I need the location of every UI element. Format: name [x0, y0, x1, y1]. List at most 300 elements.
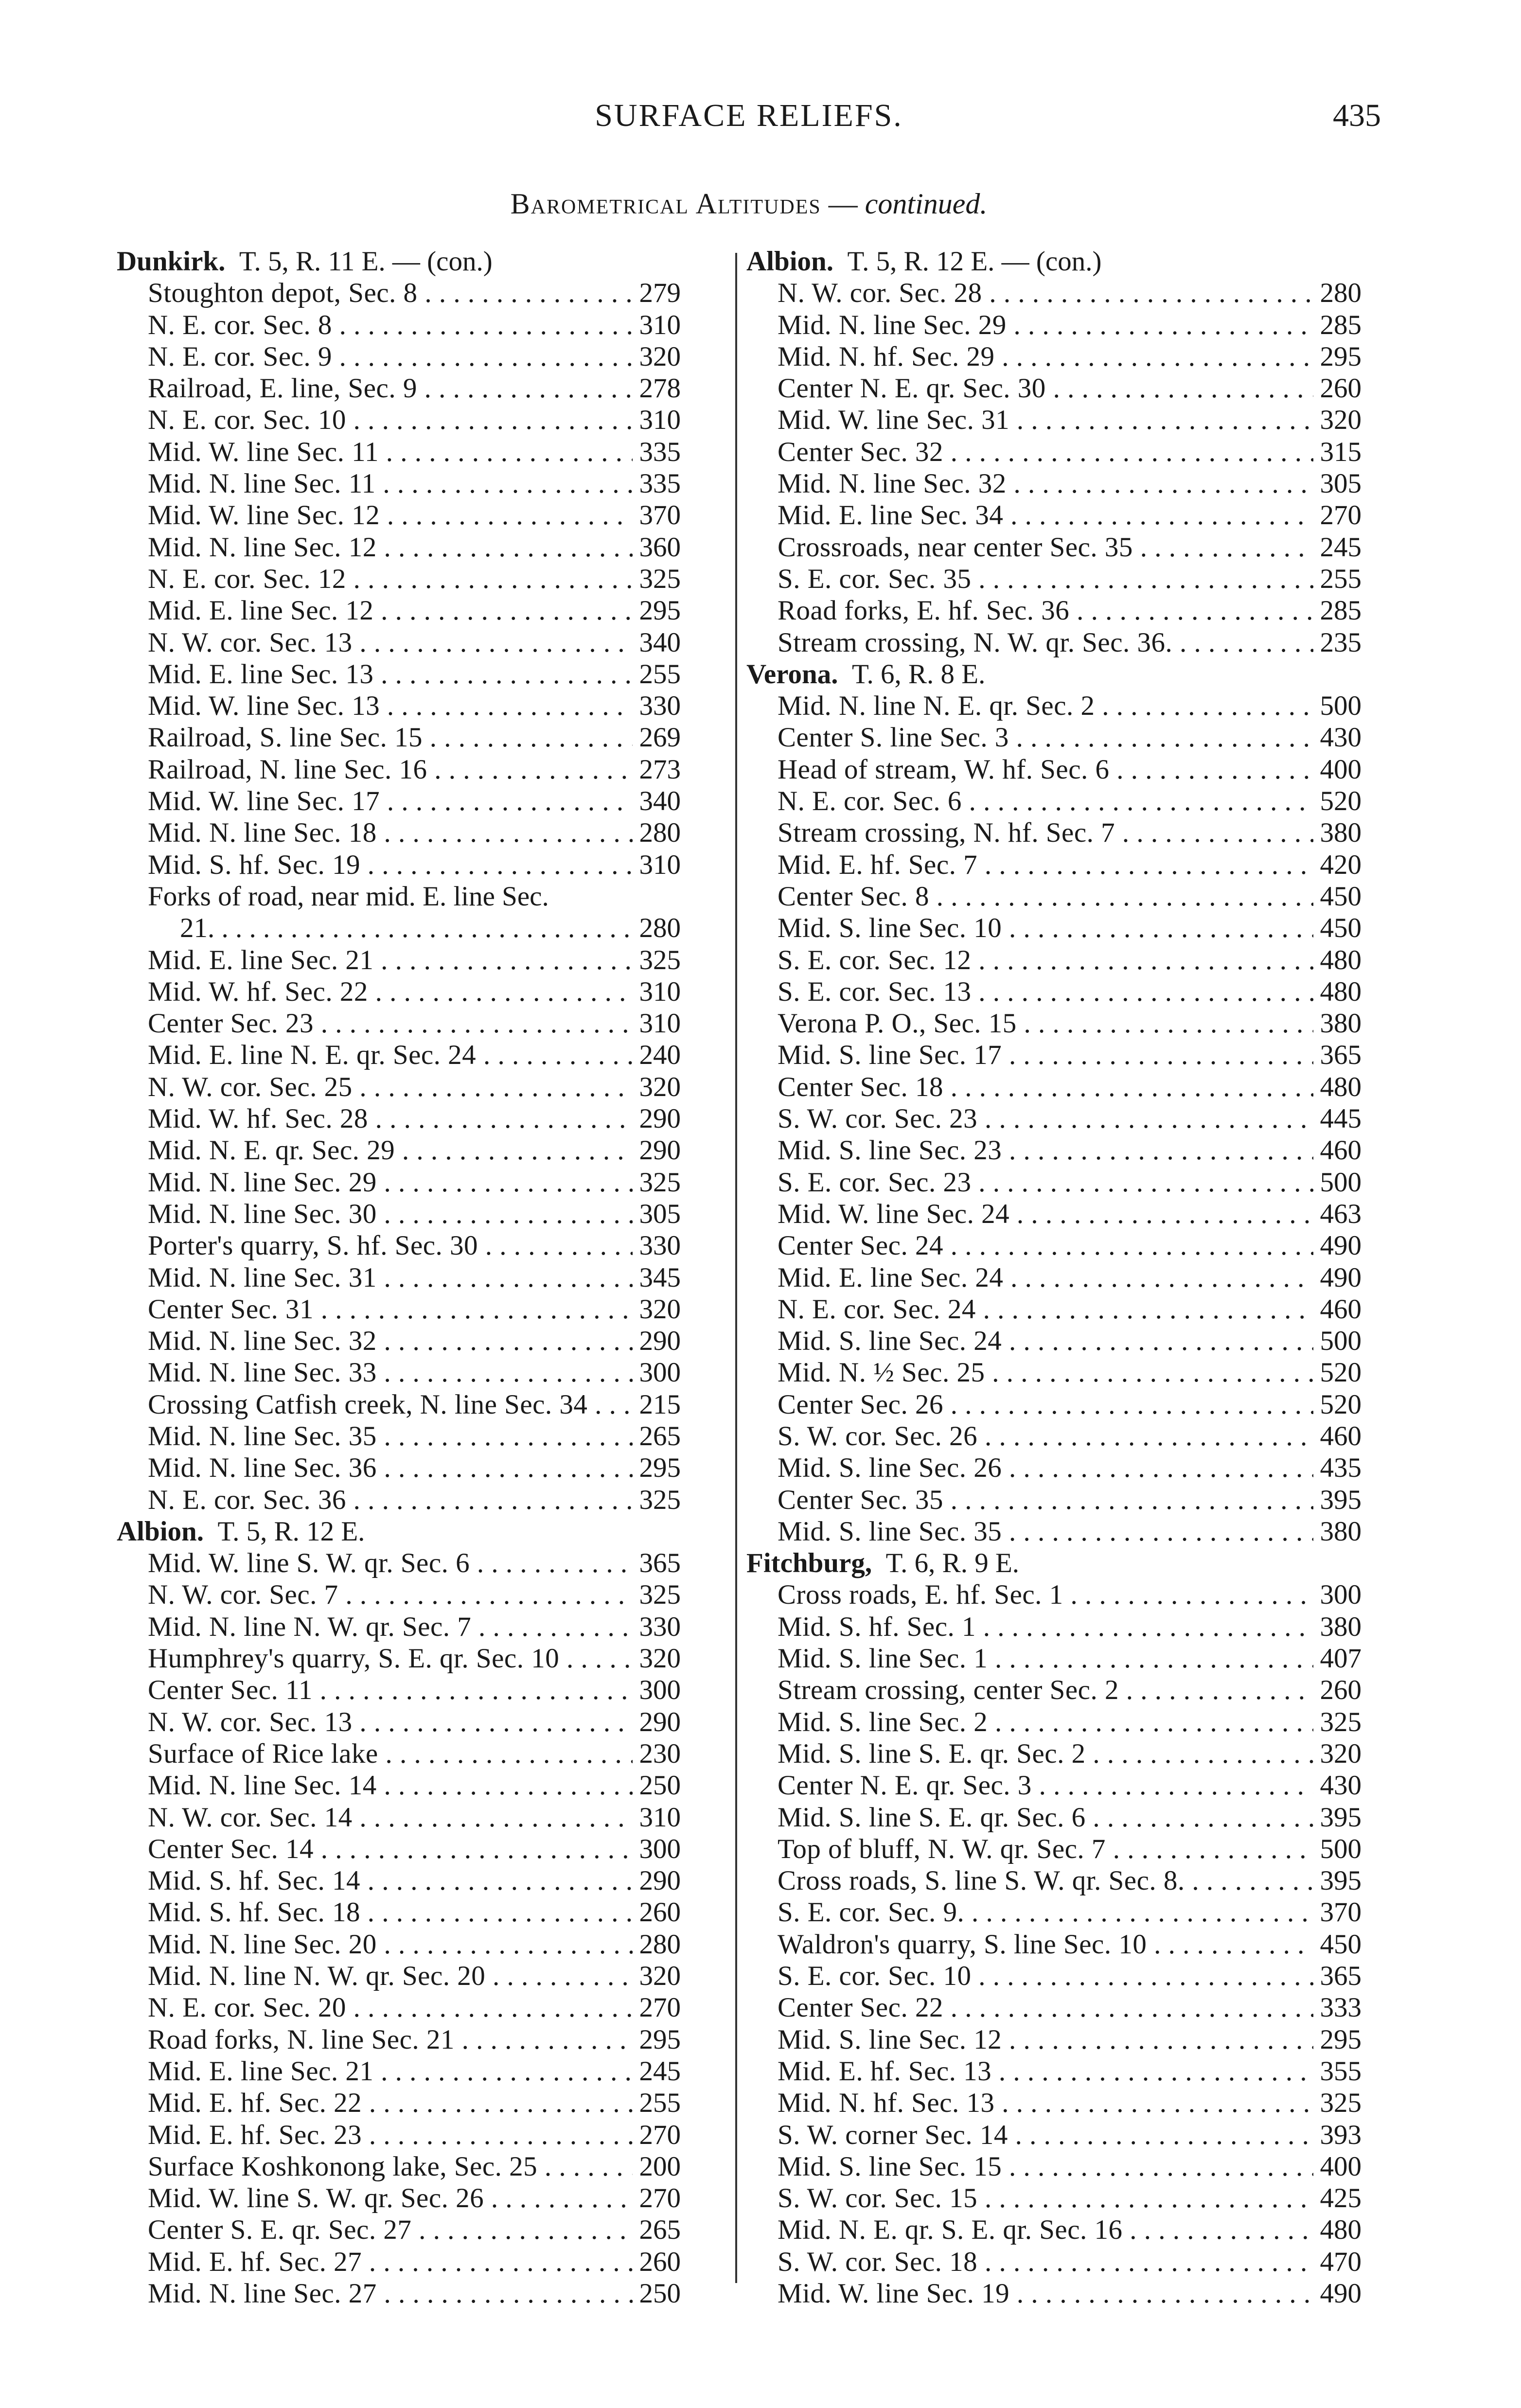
altitude-value: 325: [1320, 1706, 1362, 1737]
altitude-value: 250: [639, 1770, 681, 1801]
altitude-value: 315: [1320, 436, 1362, 467]
location-description: Mid. N. line Sec. 12 . . .: [148, 531, 633, 563]
altitude-value: 450: [1320, 881, 1362, 912]
altitude-entry: [746, 1960, 1362, 1992]
running-title: SURFACE RELIEFS.: [595, 98, 903, 133]
location-description: Center Sec. 31 . . .: [148, 1293, 633, 1325]
right-column: [746, 246, 1362, 2309]
altitude-value: 460: [1320, 1420, 1362, 1452]
altitude-value: 300: [639, 1357, 681, 1388]
altitude-entry: [746, 309, 1362, 341]
altitude-value: 265: [639, 2214, 681, 2246]
altitude-entry: [746, 1389, 1362, 1420]
altitude-entry: [746, 1770, 1362, 1801]
altitude-value: 333: [1320, 1992, 1362, 2023]
altitude-entry: [117, 2246, 681, 2278]
altitude-entry: [746, 1325, 1362, 1357]
location-description: Mid. S. line Sec. 10 . . .: [778, 912, 1313, 944]
altitude-value: 335: [639, 436, 681, 467]
location-description: Mid. N. line Sec. 32 . . .: [778, 468, 1313, 499]
altitude-entry: [117, 2182, 681, 2214]
location-description: Mid. E. line Sec. 12 . . .: [148, 595, 633, 626]
altitude-value: 260: [1320, 1675, 1362, 1706]
altitude-value: 325: [639, 944, 681, 975]
location-description: Mid. N. line N. W. qr. Sec. 20 . . .: [148, 1960, 633, 1992]
location-description: N. E. cor. Sec. 9 . . .: [148, 341, 633, 372]
township-range: T. 6, R. 9 E.: [885, 1548, 1020, 1579]
location-description: Mid. N. line Sec. 18 . . .: [148, 817, 633, 849]
location-description: Mid. N. line N. E. qr. Sec. 2 . . .: [778, 690, 1313, 722]
altitude-entry: [746, 1802, 1362, 1833]
altitude-value: 425: [1320, 2183, 1362, 2214]
location-description: Mid. S. line S. E. qr. Sec. 6 . . .: [778, 1802, 1313, 1833]
altitude-entry: [117, 817, 681, 849]
altitude-entry: [117, 2055, 681, 2087]
township-heading: [117, 246, 681, 277]
altitude-entry: [746, 1039, 1362, 1071]
altitude-entry: [117, 1039, 681, 1071]
location-description: Stream crossing, N. W. qr. Sec. 36. . . .: [778, 627, 1313, 658]
location-description: Mid. E. line Sec. 34 . . .: [778, 499, 1313, 531]
location-description: Cross roads, S. line S. W. qr. Sec. 8. . . .: [778, 1865, 1313, 1896]
altitude-entry: [746, 1262, 1362, 1293]
altitude-entry: [117, 563, 681, 595]
altitude-value: 273: [639, 754, 681, 785]
location-description: Mid. N. line Sec. 36 . . .: [148, 1452, 633, 1484]
altitude-value: 310: [639, 1802, 681, 1833]
altitude-value: 335: [639, 468, 681, 499]
altitude-entry: [117, 2214, 681, 2246]
location-description: Mid. S. line Sec. 12 . . .: [778, 2024, 1313, 2055]
altitude-value: 310: [639, 405, 681, 436]
location-description: Stream crossing, center Sec. 2 . . .: [778, 1674, 1313, 1706]
location-description: Mid. S. line Sec. 23 . . .: [778, 1134, 1313, 1166]
altitude-entry: [117, 1992, 681, 2023]
altitude-value: 295: [639, 595, 681, 626]
altitude-value: 420: [1320, 849, 1362, 880]
location-description: Center Sec. 11 . . .: [148, 1674, 633, 1706]
altitude-entry: [746, 881, 1362, 912]
location-description: Top of bluff, N. W. qr. Sec. 7 . . .: [778, 1833, 1313, 1865]
altitude-entry: [117, 1103, 681, 1134]
altitude-entry: [746, 1357, 1362, 1388]
altitude-value: 320: [639, 1293, 681, 1325]
altitude-value: 393: [1320, 2119, 1362, 2150]
altitude-value: 365: [639, 1548, 681, 1579]
location-description: Mid. S. line Sec. 35 . . .: [778, 1516, 1313, 1547]
altitude-entry: [117, 881, 681, 912]
altitude-value: 305: [1320, 468, 1362, 499]
altitude-entry: [746, 2024, 1362, 2055]
altitude-entry: [746, 436, 1362, 468]
altitude-value: 380: [1320, 1008, 1362, 1039]
location-description: Mid. S. line Sec. 15 . . .: [778, 2151, 1313, 2182]
altitude-entry: [746, 1293, 1362, 1325]
altitude-entry: [746, 817, 1362, 849]
altitude-entry: [746, 754, 1362, 785]
altitude-value: 520: [1320, 786, 1362, 817]
altitude-entry: [746, 2246, 1362, 2278]
altitude-value: 370: [1320, 1897, 1362, 1928]
altitude-value: 295: [639, 2024, 681, 2055]
altitude-value: 269: [639, 722, 681, 753]
location-description: Mid. N. line Sec. 33 . . .: [148, 1357, 633, 1388]
location-description: Center Sec. 35 . . .: [778, 1484, 1313, 1516]
location-description: Mid. S. line Sec. 26 . . .: [778, 1452, 1313, 1484]
altitude-entry: [746, 912, 1362, 944]
location-description: Mid. E. hf. Sec. 13 . . .: [778, 2055, 1313, 2087]
altitude-value: 430: [1320, 1770, 1362, 1801]
altitude-value: 407: [1320, 1643, 1362, 1674]
altitude-entry: [117, 1643, 681, 1674]
altitude-entry: [117, 436, 681, 468]
altitude-entry: [117, 2119, 681, 2151]
altitude-value: 490: [1320, 1262, 1362, 1293]
altitude-value: 260: [1320, 373, 1362, 404]
altitude-entry: [117, 1579, 681, 1611]
location-description: Center Sec. 18 . . .: [778, 1071, 1313, 1103]
location-description: N. W. cor. Sec. 25 . . .: [148, 1071, 633, 1103]
altitude-value: 365: [1320, 1961, 1362, 1992]
altitude-value: 320: [639, 341, 681, 372]
altitude-value: 215: [639, 1389, 681, 1420]
altitude-value: 255: [639, 658, 681, 690]
left-column: [117, 246, 681, 2309]
altitude-value: 325: [639, 563, 681, 594]
location-description: Mid. E. line Sec. 24 . . .: [778, 1262, 1313, 1293]
altitude-value: 480: [1320, 944, 1362, 975]
altitude-value: 325: [639, 1484, 681, 1515]
altitude-value: 240: [639, 1040, 681, 1071]
location-description: Forks of road, near mid. E. line Sec.: [148, 881, 549, 912]
location-description: Railroad, E. line, Sec. 9 . . .: [148, 372, 633, 404]
altitude-entry: [117, 658, 681, 690]
location-description: Center Sec. 32 . . .: [778, 436, 1313, 468]
location-description: Mid. N. E. qr. Sec. 29 . . .: [148, 1134, 633, 1166]
township-name: Albion.: [117, 1516, 204, 1547]
location-description: Center N. E. qr. Sec. 3 . . .: [778, 1770, 1313, 1801]
altitude-entry: [746, 499, 1362, 531]
altitude-entry: [746, 1674, 1362, 1706]
location-description: Mid. W. hf. Sec. 22 . . .: [148, 976, 633, 1008]
location-description: Center Sec. 23 . . .: [148, 1008, 633, 1039]
altitude-value: 305: [639, 1198, 681, 1229]
altitude-entry: [746, 1198, 1362, 1230]
altitude-entry: [746, 785, 1362, 817]
altitude-entry: [746, 595, 1362, 626]
altitude-entry: [746, 1579, 1362, 1611]
location-description: Mid. S. hf. Sec. 18 . . .: [148, 1896, 633, 1928]
location-description: Mid. S. hf. Sec. 1 . . .: [778, 1611, 1313, 1643]
altitude-entry: [117, 1167, 681, 1198]
location-description: Center Sec. 14 . . .: [148, 1833, 633, 1865]
township-name: Dunkirk.: [117, 246, 226, 277]
altitude-value: 285: [1320, 309, 1362, 340]
location-description: Mid. N. line Sec. 14 . . .: [148, 1770, 633, 1801]
subtitle-main: Barometrical Altitudes: [510, 188, 821, 220]
location-description: N. W. cor. Sec. 28 . . .: [778, 277, 1313, 309]
altitude-entry: [117, 1929, 681, 1960]
altitude-entry: [117, 2087, 681, 2119]
location-description: N. W. cor. Sec. 14 . . .: [148, 1802, 633, 1833]
altitude-entry: [117, 2024, 681, 2055]
location-description: Cross roads, E. hf. Sec. 1 . . .: [778, 1579, 1313, 1611]
location-description: Crossing Catfish creek, N. line Sec. 34 . . .: [148, 1389, 633, 1420]
location-description: Surface Koshkonong lake, Sec. 25 . . .: [148, 2151, 633, 2182]
altitude-value: 395: [1320, 1865, 1362, 1896]
altitude-value: 310: [639, 849, 681, 880]
altitude-value: 480: [1320, 2214, 1362, 2246]
altitude-entry: [746, 341, 1362, 372]
altitude-entry: [117, 309, 681, 341]
altitude-entry: [117, 372, 681, 404]
altitude-entry: [746, 1706, 1362, 1738]
altitude-value: 330: [639, 1611, 681, 1642]
altitude-entry: [117, 341, 681, 372]
altitude-entry: [746, 277, 1362, 309]
altitude-value: 450: [1320, 1929, 1362, 1960]
location-description: Crossroads, near center Sec. 35 . . .: [778, 531, 1313, 563]
altitude-entry: [746, 849, 1362, 881]
township-range: T. 5, R. 11 E. — (con.): [239, 246, 493, 277]
altitude-value: 450: [1320, 913, 1362, 944]
altitude-value: 325: [639, 1579, 681, 1611]
location-description: Center S. line Sec. 3 . . .: [778, 722, 1313, 753]
altitude-entry: [746, 976, 1362, 1008]
table-subtitle: [117, 187, 1381, 221]
altitude-value: 290: [639, 1326, 681, 1357]
altitude-entry: [746, 404, 1362, 436]
altitude-entry: [746, 690, 1362, 722]
altitude-value: 320: [639, 1961, 681, 1992]
location-description: Mid. W. line Sec. 12 . . .: [148, 499, 633, 531]
location-description: Mid. N. hf. Sec. 29 . . .: [778, 341, 1313, 372]
location-description: Mid. N. line Sec. 11 . . .: [148, 468, 633, 499]
altitude-value: 330: [639, 1230, 681, 1261]
altitude-value: 285: [1320, 595, 1362, 626]
altitude-value: 235: [1320, 627, 1362, 658]
altitude-entry: [746, 2182, 1362, 2214]
altitude-value: 325: [1320, 2088, 1362, 2119]
altitude-value: 270: [639, 2183, 681, 2214]
altitude-entry: [117, 754, 681, 785]
altitude-entry: [746, 563, 1362, 595]
location-description: Mid. W. line Sec. 17 . . .: [148, 785, 633, 817]
altitude-value: 480: [1320, 976, 1362, 1007]
altitude-entry: [746, 1992, 1362, 2023]
altitude-value: 270: [639, 1992, 681, 2023]
altitude-entry: [117, 1802, 681, 1833]
location-description: S. E. cor. Sec. 13 . . .: [778, 976, 1313, 1008]
location-description: Center Sec. 22 . . .: [778, 1992, 1313, 2023]
location-description: Center S. E. qr. Sec. 27 . . .: [148, 2214, 633, 2246]
township-range: T. 6, R. 8 E.: [851, 658, 986, 690]
altitude-value: 460: [1320, 1293, 1362, 1325]
location-description: Mid. N. E. qr. S. E. qr. Sec. 16 . . .: [778, 2214, 1313, 2246]
location-description: Head of stream, W. hf. Sec. 6 . . .: [778, 754, 1313, 785]
altitude-entry: [117, 976, 681, 1008]
altitude-entry: [117, 1484, 681, 1516]
altitude-value: 400: [1320, 754, 1362, 785]
altitude-entry: [117, 627, 681, 658]
location-description: Railroad, N. line Sec. 16 . . .: [148, 754, 633, 785]
altitude-value: 395: [1320, 1484, 1362, 1515]
altitude-entry: [746, 627, 1362, 658]
location-description: N. E. cor. Sec. 20 . . .: [148, 1992, 633, 2023]
altitude-value: 280: [639, 817, 681, 849]
altitude-entry: [746, 468, 1362, 499]
location-description: S. E. cor. Sec. 12 . . .: [778, 944, 1313, 976]
altitude-entry: [746, 1167, 1362, 1198]
altitude-entry: [117, 1770, 681, 1801]
altitude-entry: [117, 1738, 681, 1770]
altitude-value: 290: [639, 1103, 681, 1134]
altitude-entry: [117, 1833, 681, 1865]
location-description: Center Sec. 26 . . .: [778, 1389, 1313, 1420]
altitude-entry: [746, 2151, 1362, 2182]
altitude-value: 295: [1320, 2024, 1362, 2055]
location-description: Stream crossing, N. hf. Sec. 7 . . .: [778, 817, 1313, 849]
location-description: S. E. cor. Sec. 35 . . .: [778, 563, 1313, 595]
altitude-value: 320: [1320, 405, 1362, 436]
location-description: Mid. E. hf. Sec. 22 . . .: [148, 2087, 633, 2119]
altitude-entry: [117, 1357, 681, 1388]
altitude-value: 280: [639, 1929, 681, 1960]
altitude-value: 278: [639, 373, 681, 404]
location-description: Mid. N. line Sec. 20 . . .: [148, 1929, 633, 1960]
altitude-entry: [746, 1071, 1362, 1103]
altitude-entry: [117, 531, 681, 563]
altitude-entry: [117, 1198, 681, 1230]
location-description: Mid. N. line Sec. 31 . . .: [148, 1262, 633, 1293]
altitude-value: 320: [639, 1071, 681, 1102]
altitude-value: 310: [639, 309, 681, 340]
altitude-value: 500: [1320, 691, 1362, 722]
location-description: 21 . . .: [180, 912, 633, 944]
altitude-value: 280: [1320, 278, 1362, 309]
altitude-entry: [117, 785, 681, 817]
location-description: Mid. S. line Sec. 24 . . .: [778, 1325, 1313, 1357]
township-heading: [746, 658, 1362, 690]
altitude-entry: [117, 849, 681, 881]
location-description: S. E. cor. Sec. 9. . . .: [778, 1896, 1313, 1928]
location-description: Mid. E. hf. Sec. 23 . . .: [148, 2119, 633, 2151]
altitude-value: 290: [639, 1135, 681, 1166]
altitude-entry: [746, 2087, 1362, 2119]
location-description: Stoughton depot, Sec. 8 . . .: [148, 277, 633, 309]
altitude-entry: [746, 1516, 1362, 1547]
location-description: Mid. N. line Sec. 32 . . .: [148, 1325, 633, 1357]
altitude-value: 500: [1320, 1833, 1362, 1864]
altitude-entry: [117, 1960, 681, 1992]
location-description: Mid. N. line Sec. 30 . . .: [148, 1198, 633, 1230]
altitude-entry: [746, 722, 1362, 753]
altitude-value: 245: [1320, 531, 1362, 563]
altitude-entry: [117, 277, 681, 309]
altitude-entry: [117, 1389, 681, 1420]
altitude-value: 270: [1320, 500, 1362, 531]
altitude-value: 480: [1320, 1071, 1362, 1102]
location-description: Waldron's quarry, S. line Sec. 10 . . .: [778, 1929, 1313, 1960]
altitude-value: 500: [1320, 1326, 1362, 1357]
altitude-value: 320: [1320, 1738, 1362, 1769]
location-description: Mid. N. ½ Sec. 25 . . .: [778, 1357, 1313, 1388]
altitude-value: 310: [639, 976, 681, 1007]
altitude-entry: [117, 2278, 681, 2309]
township-range: T. 5, R. 12 E.: [217, 1516, 365, 1547]
altitude-value: 360: [639, 531, 681, 563]
subtitle-separator: —: [821, 188, 865, 220]
altitude-value: 255: [1320, 563, 1362, 594]
location-description: Mid. N. line Sec. 35 . . .: [148, 1420, 633, 1452]
altitude-value: 260: [639, 2246, 681, 2277]
altitude-entry: [746, 1896, 1362, 1928]
location-description: S. E. cor. Sec. 23 . . .: [778, 1167, 1313, 1198]
altitude-value: 370: [639, 500, 681, 531]
location-description: Mid. W. line Sec. 31 . . .: [778, 404, 1313, 436]
location-description: Mid. E. line Sec. 21 . . .: [148, 944, 633, 976]
altitude-entry: [117, 1611, 681, 1643]
altitude-entry: [746, 944, 1362, 976]
location-description: Mid. S. hf. Sec. 14 . . .: [148, 1865, 633, 1896]
altitude-entry: [117, 1293, 681, 1325]
altitude-value: 330: [639, 691, 681, 722]
altitude-value: 300: [639, 1675, 681, 1706]
altitude-entry: [746, 1420, 1362, 1452]
altitude-entry: [117, 1865, 681, 1896]
altitude-entry: [117, 1420, 681, 1452]
location-description: S. W. cor. Sec. 18 . . .: [778, 2246, 1313, 2278]
altitude-value: 435: [1320, 1452, 1362, 1484]
altitude-entry: [117, 1134, 681, 1166]
altitude-value: 520: [1320, 1357, 1362, 1388]
location-description: N. E. cor. Sec. 10 . . .: [148, 404, 633, 436]
altitude-value: 340: [639, 786, 681, 817]
altitude-entry: [746, 372, 1362, 404]
altitude-value: 295: [639, 1452, 681, 1484]
altitude-entry: [746, 1833, 1362, 1865]
altitude-entry: [117, 690, 681, 722]
location-description: Mid. S. hf. Sec. 19 . . .: [148, 849, 633, 881]
altitude-value: 470: [1320, 2246, 1362, 2277]
altitude-value: 310: [639, 1008, 681, 1039]
altitude-value: 380: [1320, 817, 1362, 849]
altitude-value: 463: [1320, 1198, 1362, 1229]
location-description: Road forks, N. line Sec. 21 . . .: [148, 2024, 633, 2055]
altitude-entry: [117, 595, 681, 626]
altitude-entry: [746, 1103, 1362, 1134]
location-description: N. W. cor. Sec. 13 . . .: [148, 1706, 633, 1738]
location-description: Verona P. O., Sec. 15 . . .: [778, 1008, 1313, 1039]
altitude-value: 290: [639, 1706, 681, 1737]
location-description: Mid. S. line Sec. 2 . . .: [778, 1706, 1313, 1738]
altitude-value: 280: [639, 913, 681, 944]
altitude-value: 295: [1320, 341, 1362, 372]
altitude-entry: [117, 1071, 681, 1103]
location-description: Mid. E. hf. Sec. 27 . . .: [148, 2246, 633, 2278]
altitude-entry: [746, 2278, 1362, 2309]
altitude-entry: [746, 1929, 1362, 1960]
location-description: Mid. W. line Sec. 24 . . .: [778, 1198, 1313, 1230]
altitude-entry: [746, 531, 1362, 563]
altitude-entry: [117, 1452, 681, 1484]
location-description: N. E. cor. Sec. 8 . . .: [148, 309, 633, 341]
altitude-value: 445: [1320, 1103, 1362, 1134]
location-description: Mid. W. line S. W. qr. Sec. 26 . . .: [148, 2182, 633, 2214]
location-description: Mid. W. line Sec. 19 . . .: [778, 2278, 1313, 2309]
location-description: N. W. cor. Sec. 13 . . .: [148, 627, 633, 658]
altitude-value: 300: [639, 1833, 681, 1864]
